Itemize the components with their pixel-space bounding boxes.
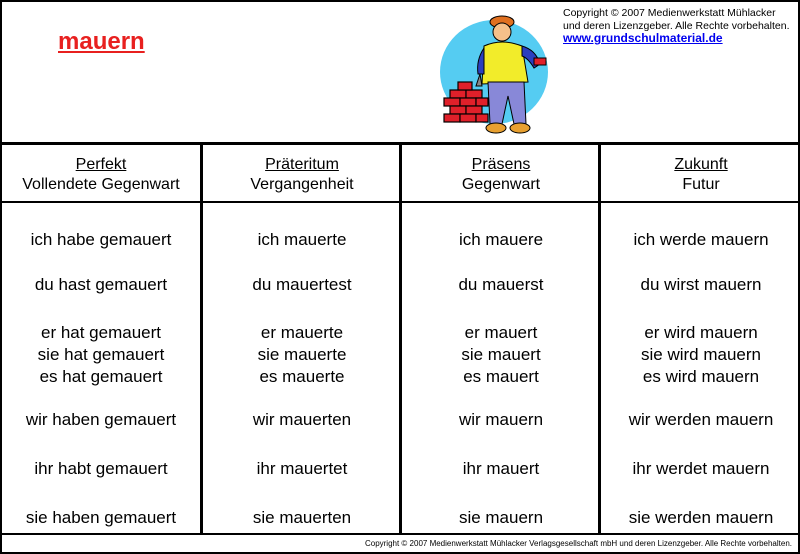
conjugation-cell: ich werde mauern (633, 230, 769, 249)
conjugation-cell: du hast gemauert (34, 275, 168, 294)
bricklayer-illustration (436, 12, 556, 138)
conjugation-cell: wir mauern (458, 410, 544, 429)
conjugation-table (2, 145, 798, 533)
tense-subtitle: Vergangenheit (250, 176, 354, 193)
conjugation-cell: sie mauert (461, 345, 541, 364)
conjugation-cell: ich habe gemauert (30, 230, 172, 249)
website-link[interactable]: www.grundschulmaterial.de (563, 31, 723, 45)
footer-copyright: Copyright © 2007 Medienwerkstatt Mühlacker Verlagsgesellschaft mbH und deren Lizenzgeber. Alle Rechte vorbehalten. (2, 533, 798, 552)
conjugation-cell: es wird mauern (642, 367, 760, 386)
conjugation-cell: ihr werdet mauern (632, 459, 770, 478)
conjugation-cell: du wirst mauern (640, 275, 762, 294)
conjugation-cell: ihr mauertet (256, 459, 348, 478)
tense-name: Zukunft (674, 156, 728, 173)
column-header (203, 145, 401, 203)
conjugation-cell: sie haben gemauert (25, 508, 177, 527)
column-header (402, 145, 600, 203)
header (2, 2, 798, 145)
conjugation-cell: sie mauern (458, 508, 544, 527)
conjugation-cell: wir mauerten (252, 410, 352, 429)
conjugation-cell: er hat gemauert (40, 323, 161, 342)
conjugation-cell: ihr mauert (462, 459, 540, 478)
conjugation-cell: ich mauere (458, 230, 544, 249)
tense-subtitle: Futur (682, 176, 720, 193)
copyright-notice (563, 7, 790, 45)
column-header (601, 145, 800, 203)
conjugation-cell: ich mauerte (257, 230, 347, 249)
conjugation-cell: es mauerte (259, 367, 345, 386)
column-header (2, 145, 200, 203)
copyright-line-1: Copyright © 2007 Medienwerkstatt Mühlacker (563, 7, 776, 19)
conjugation-cell: du mauerst (458, 275, 544, 294)
verb-title: mauern (58, 28, 145, 55)
conjugation-cell: sie hat gemauert (37, 345, 165, 364)
conjugation-cell: sie mauerten (252, 508, 352, 527)
conjugation-cell: sie werden mauern (628, 508, 774, 527)
conjugation-cell: wir werden mauern (628, 410, 774, 429)
column-praesens (399, 145, 600, 533)
tense-subtitle: Gegenwart (461, 176, 541, 193)
column-zukunft (598, 145, 800, 533)
conjugation-cell: es mauert (463, 367, 539, 386)
tense-subtitle: Vollendete Gegenwart (22, 176, 180, 193)
conjugation-cell: er wird mauern (644, 323, 758, 342)
conjugation-cell: er mauerte (260, 323, 344, 342)
column-perfekt (2, 145, 200, 533)
conjugation-cell: es hat gemauert (39, 367, 163, 386)
conjugation-cell: sie mauerte (257, 345, 347, 364)
column-praeteritum (200, 145, 401, 533)
conjugation-cell: du mauertest (252, 275, 352, 294)
conjugation-cell: er mauert (464, 323, 538, 342)
tense-name: Präsens (471, 156, 531, 173)
conjugation-cell: wir haben gemauert (25, 410, 177, 429)
conjugation-cell: ihr habt gemauert (34, 459, 168, 478)
copyright-line-2: und deren Lizenzgeber. Alle Rechte vorbehalten. (563, 19, 790, 32)
tense-name: Präteritum (265, 156, 339, 173)
conjugation-cell: sie wird mauern (641, 345, 761, 364)
tense-name: Perfekt (75, 156, 127, 173)
